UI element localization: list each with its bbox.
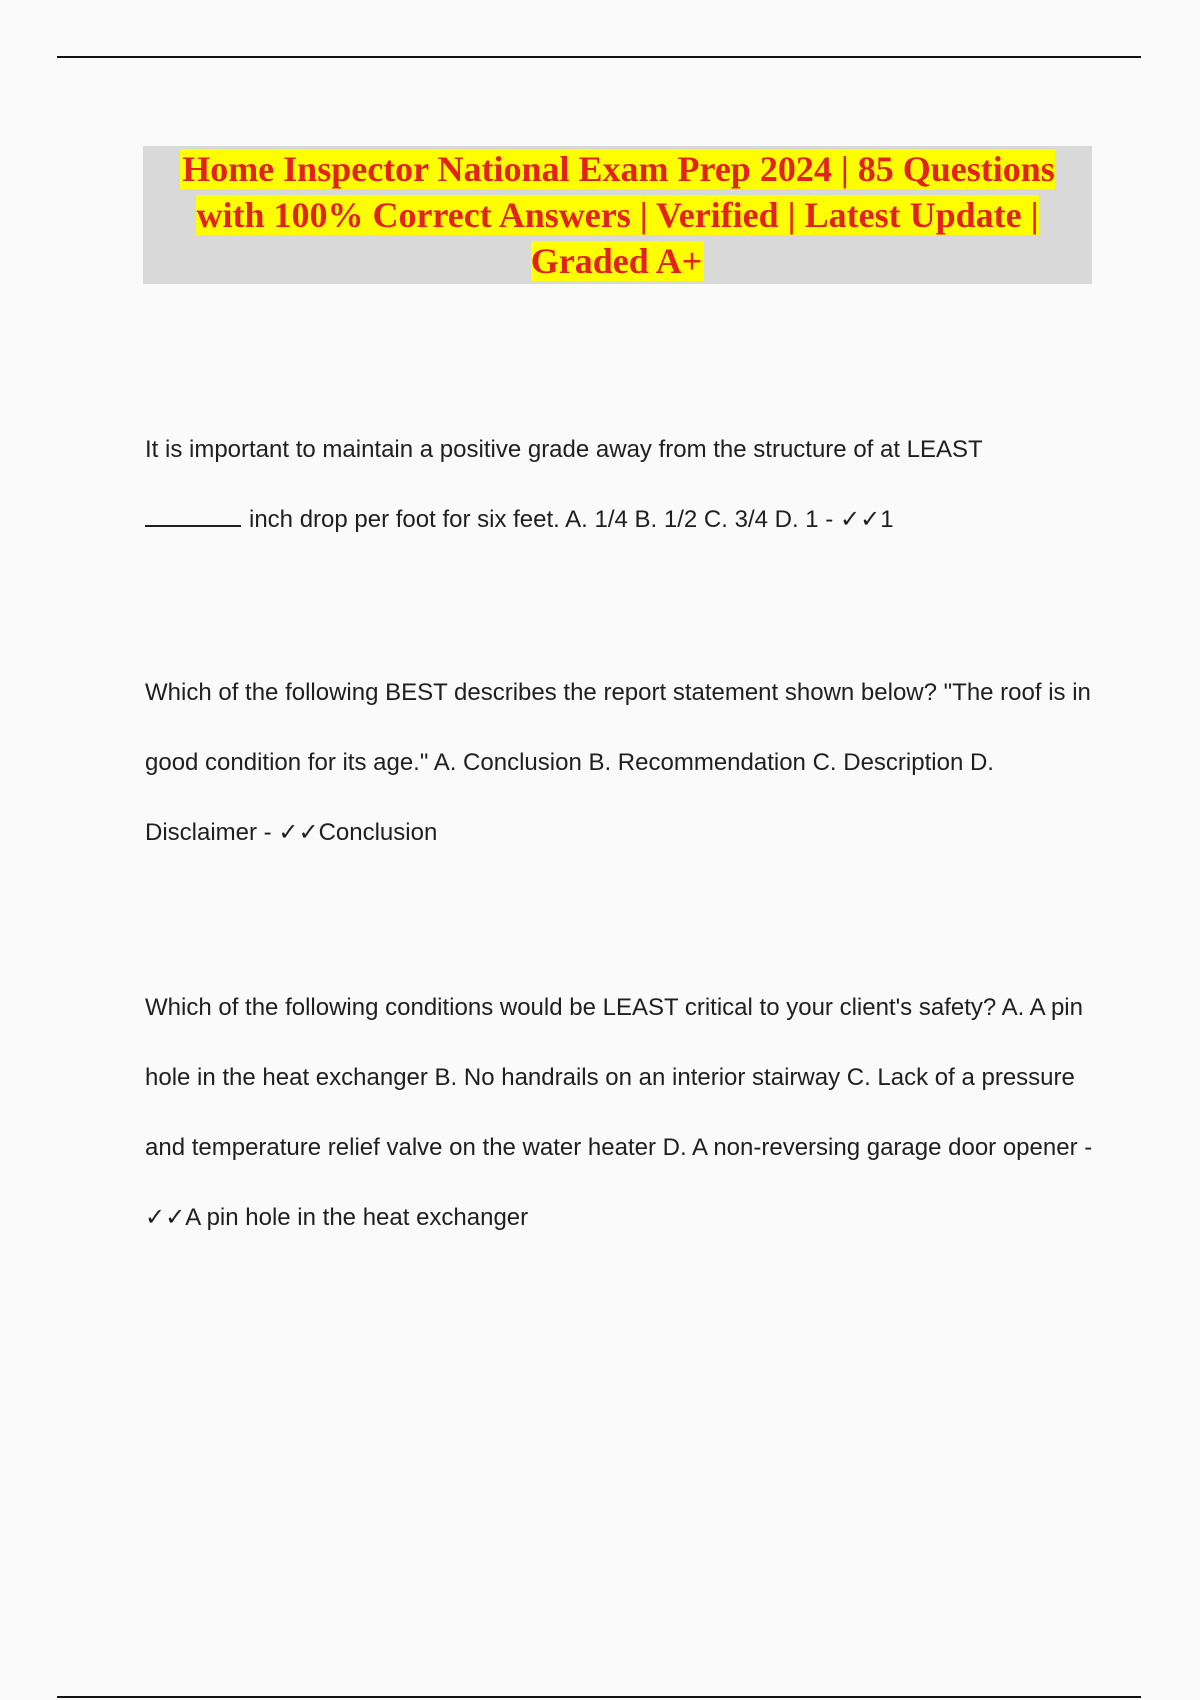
document-title-text: Home Inspector National Exam Prep 2024 | 85 Questions with 100% Correct Answers | Verified | Latest Update | Graded A+ <box>182 149 1055 281</box>
footer-rule <box>57 1696 1141 1698</box>
checkmark-icon: ✓✓ <box>145 1204 186 1231</box>
checkmark-icon: ✓✓ <box>278 819 319 846</box>
question-1-answer: 1 <box>880 506 894 533</box>
question-1-continuation: inch drop per foot for six feet. A. 1/4 B. 1/2 C. 3/4 D. 1 - <box>249 506 840 533</box>
question-2-text: Which of the following BEST describes the report statement shown below? "The roof is in good condition for its age." A. Conclusion B. Recommendation C. Description D. Disclaimer - <box>145 679 1091 846</box>
question-1 <box>145 415 1095 555</box>
header-rule <box>57 56 1141 58</box>
question-2 <box>145 658 1095 868</box>
question-3-text: Which of the following conditions would be LEAST critical to your client's safety? A. A pin hole in the heat exchanger B. No handrails on an interior stairway C. Lack of a pressure and temperature relief valve on the water heater D. A non-reversing garage door opener - <box>145 994 1093 1161</box>
title-banner <box>143 146 1092 284</box>
answer-blank <box>145 503 241 527</box>
document-title <box>143 146 1092 284</box>
question-2-answer: Conclusion <box>318 819 438 846</box>
question-1-text: It is important to maintain a positive grade away from the structure of at LEAST <box>145 436 983 463</box>
checkmark-icon: ✓✓ <box>839 506 881 533</box>
question-3 <box>145 973 1095 1253</box>
question-3-answer: A pin hole in the heat exchanger <box>185 1204 529 1231</box>
